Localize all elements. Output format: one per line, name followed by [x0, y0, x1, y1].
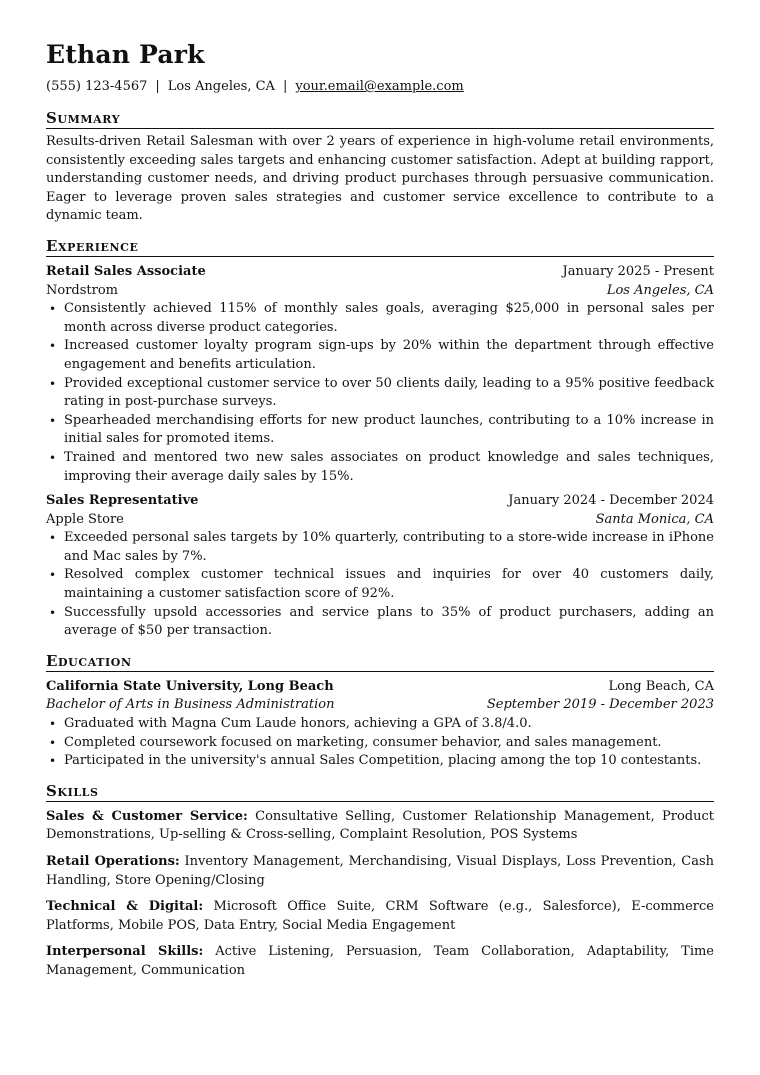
contact-separator: |: [282, 79, 288, 94]
skill-line: [46, 808, 714, 845]
bullet-item: • Consistently achieved 115% of monthly sales goals, averaging $25,000 in personal sales per month across diverse product categories.: [64, 300, 714, 337]
skill-label: Interpersonal Skills:: [46, 944, 204, 960]
skill-label: Technical & Digital:: [46, 899, 204, 915]
contact-separator: |: [155, 79, 160, 94]
job-title: Retail Sales Associate: [46, 263, 206, 279]
job-company-row: [46, 282, 714, 301]
education-dates: September 2019 - December 2023: [486, 697, 714, 713]
bullet-item: • Provided exceptional customer service to over 50 clients daily, leading to a 95% positive feedback rating in post-purchase surveys.: [64, 375, 714, 412]
bullet-item: • Successfully upsold accessories and service plans to 35% of product purchasers, adding an average of $50 per transaction.: [64, 604, 714, 641]
education-entry: [46, 678, 714, 771]
contact-line: [46, 78, 714, 96]
summary-text: Results-driven Retail Salesman with over 2 years of experience in high-volume retail environments, consistently exceeding sales targets and enhancing customer satisfaction. Adept at building rapport, understanding customer needs, and driving product purchases through persuasive communication. Eager to leverage proven sales strategies and customer service excellence to contribute to a dynamic team.: [46, 134, 714, 224]
bullet-item: • Increased customer loyalty program sign-ups by 20% within the department through effective engagement and benefits articulation.: [64, 337, 714, 374]
bullet-item: • Exceeded personal sales targets by 10% quarterly, contributing to a store-wide increase in iPhone and Mac sales by 7%.: [64, 529, 714, 566]
job-location: Santa Monica, CA: [595, 511, 714, 527]
company-name: Nordstrom: [46, 282, 119, 298]
section-title-education: Education: [46, 651, 714, 672]
section-title-experience: Experience: [46, 236, 714, 257]
skill-text: Inventory Management, Merchandising, Visual Displays, Loss Prevention, Cash Handling, Store Opening/Closing: [46, 854, 714, 888]
education-bullets: [46, 715, 714, 771]
skill-label: Retail Operations:: [46, 854, 180, 869]
school-name: California State University, Long Beach: [46, 678, 334, 694]
location: Los Angeles, CA: [167, 79, 275, 94]
email-link[interactable]: your.email@example.com: [295, 79, 464, 94]
job-entry: [46, 263, 714, 486]
job-bullets: [46, 529, 714, 641]
job-location: Los Angeles, CA: [606, 282, 714, 298]
job-title: Sales Representative: [46, 493, 199, 509]
section-title-skills: Skills: [46, 781, 714, 802]
skill-text: Microsoft Office Suite, CRM Software (e.g., Salesforce), E-commerce Platforms, Mobile POS, Data Entry, Social Media Engagement: [46, 899, 714, 933]
company-name: Apple Store: [46, 511, 124, 527]
skill-line: [46, 898, 714, 935]
job-header-row: [46, 492, 714, 511]
job-bullets: [46, 300, 714, 486]
bullet-item: • Completed coursework focused on marketing, consumer behavior, and sales management.: [64, 734, 714, 753]
bullet-item: • Spearheaded merchandising efforts for new product launches, contributing to a 10% increase in initial sales for promoted items.: [64, 412, 714, 449]
skill-line: [46, 943, 714, 980]
bullet-item: • Graduated with Magna Cum Laude honors, achieving a GPA of 3.8/4.0.: [64, 715, 714, 734]
job-entry: [46, 492, 714, 641]
phone-number: (555) 123-4567: [46, 79, 148, 94]
job-dates: January 2025 - Present: [562, 263, 714, 279]
section-title-summary: Summary: [46, 108, 714, 129]
job-dates: January 2024 - December 2024: [508, 493, 714, 509]
degree-row: [46, 696, 714, 715]
bullet-item: • Resolved complex customer technical issues and inquiries for over 40 customers daily, maintaining a customer satisfaction score of 92%.: [64, 566, 714, 603]
bullet-item: • Trained and mentored two new sales associates on product knowledge and sales techniques, improving their average daily sales by 15%.: [64, 449, 714, 486]
skill-label: Sales & Customer Service:: [46, 808, 248, 824]
skill-line: [46, 853, 714, 890]
resume-page: [46, 40, 714, 981]
school-location: Long Beach, CA: [608, 678, 714, 694]
school-row: [46, 678, 714, 697]
candidate-name: Ethan Park: [46, 40, 205, 69]
skill-text: Active Listening, Persuasion, Team Collaboration, Adaptability, Time Management, Communication: [46, 944, 715, 978]
degree-name: Bachelor of Arts in Business Administration: [46, 697, 335, 713]
job-company-row: [46, 511, 714, 530]
bullet-item: • Participated in the university's annual Sales Competition, placing among the top 10 contestants.: [64, 752, 714, 771]
skill-text: Consultative Selling, Customer Relationship Management, Product Demonstrations, Up-selling & Cross-selling, Complaint Resolution, POS Systems: [46, 808, 715, 843]
job-header-row: [46, 263, 714, 282]
